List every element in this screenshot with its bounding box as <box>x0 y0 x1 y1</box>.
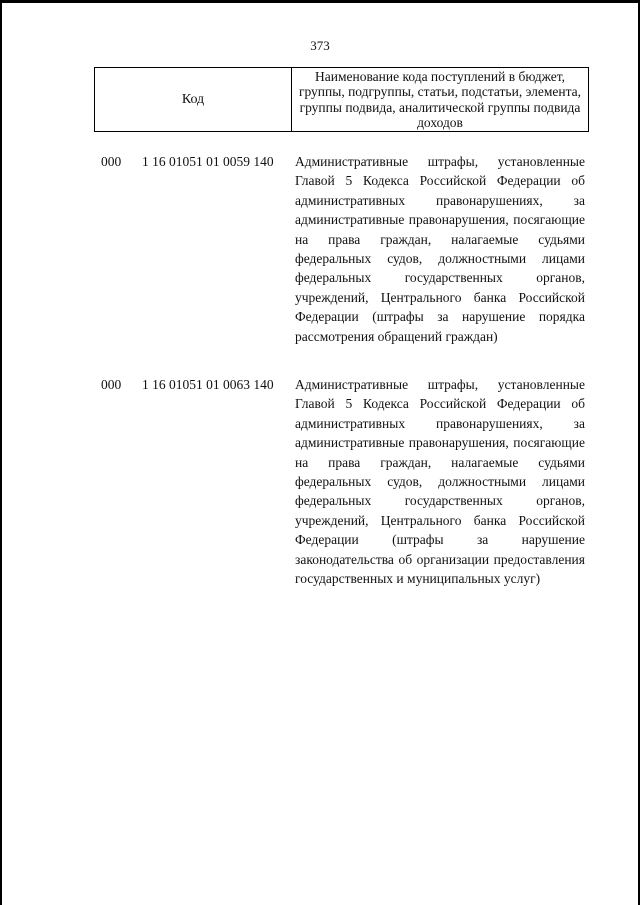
scan-border-left <box>0 0 2 905</box>
admin-code: 000 <box>101 154 122 169</box>
table-header <box>94 67 589 132</box>
income-description: Административные штрафы, установленные Главой 5 Кодекса Российской Федерации об административных правонарушениях, за административные правонарушения, посягающие на права граждан, налагаемые судьями федеральных судов, должностными лицами федеральных государственных органов, учреждений, Центрального банка Российской Федерации (штрафы за нарушение законодательства об организации предоставления государственных и муниципальных услуг) <box>295 377 585 587</box>
scan-border-top <box>0 0 640 3</box>
admin-code: 000 <box>101 377 122 392</box>
budget-code: 1 16 01051 01 0059 140 <box>142 154 274 169</box>
income-description: Административные штрафы, установленные Главой 5 Кодекса Российской Федерации об административных правонарушениях, за административные правонарушения, посягающие на права граждан, налагаемые судьями федеральных судов, должностными лицами федеральных государственных органов, учреждений, Центрального банка Российской Федерации (штрафы за нарушение порядка рассмотрения обращений граждан) <box>295 154 585 344</box>
page-number: 373 <box>310 38 330 53</box>
budget-code: 1 16 01051 01 0063 140 <box>142 377 274 392</box>
header-name-column: Наименование кода поступлений в бюджет, группы, подгруппы, статьи, подстатьи, элемента, группы подвида, аналитической группы подвида доходов <box>298 68 582 130</box>
header-code-column: Код <box>95 68 292 131</box>
